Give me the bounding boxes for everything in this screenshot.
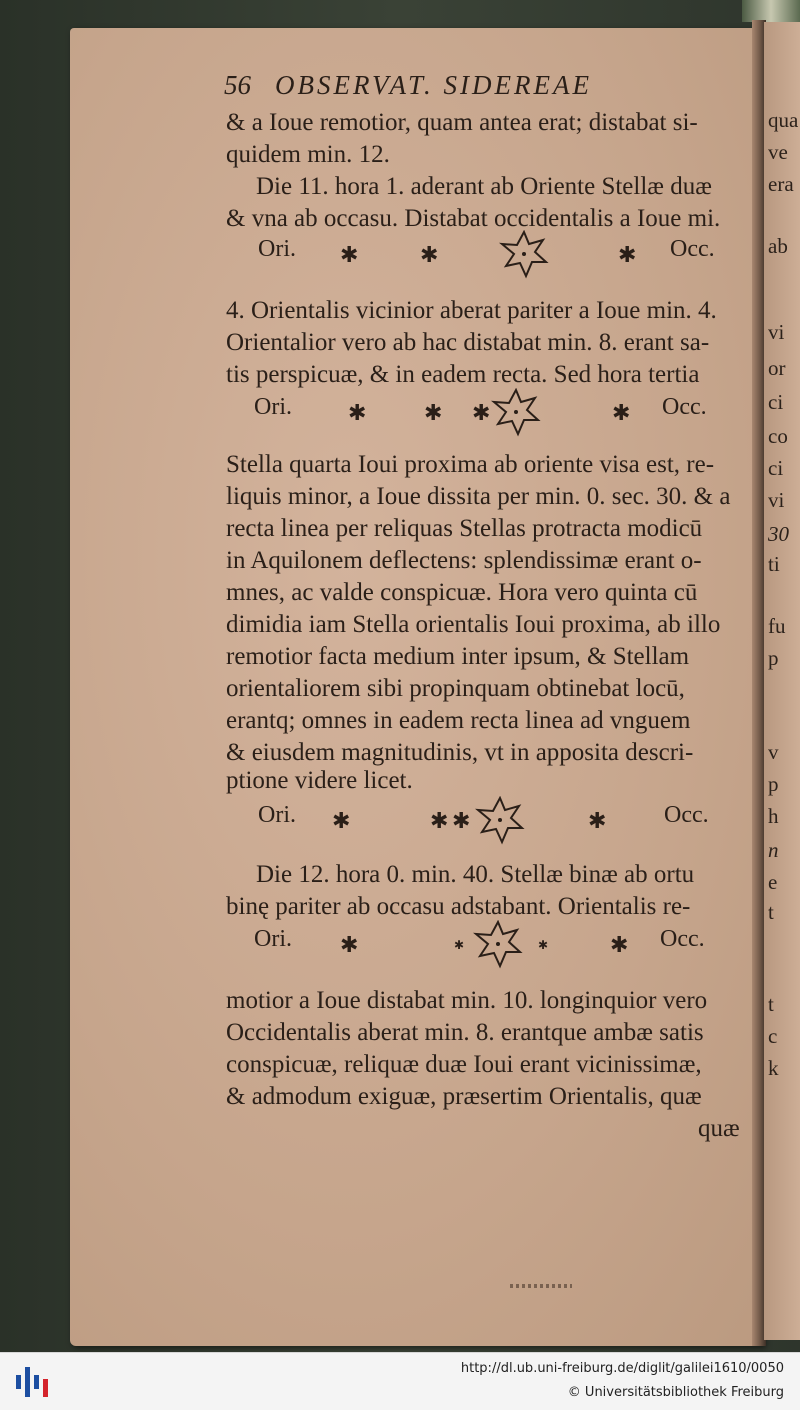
- east-label: Ori.: [254, 394, 292, 420]
- facing-fragment: qua: [768, 108, 799, 132]
- library-stamp: [510, 1284, 572, 1288]
- star-icon: ✱: [348, 400, 367, 425]
- text-line: & admodum exiguæ, præsertim Orientalis, quæ: [226, 1083, 702, 1110]
- text-line: binę pariter ab occasu adstabant. Orientalis re-: [226, 893, 691, 920]
- facing-fragment: p: [768, 646, 779, 670]
- facing-fragment: ci: [768, 456, 784, 480]
- star-icon: ✱: [612, 400, 631, 425]
- library-logo-icon: [12, 1361, 52, 1401]
- facing-fragment: k: [768, 1056, 779, 1080]
- star-icon: ✱: [454, 938, 465, 952]
- text-line: mnes, ac valde conspicuæ. Hora vero quinta cū: [226, 579, 698, 606]
- star-icon: ✱: [430, 808, 449, 833]
- running-head: [224, 70, 694, 101]
- star-icon: ✱: [332, 808, 351, 833]
- text-line: Die 12. hora 0. min. 40. Stellæ binæ ab ortu: [256, 861, 695, 888]
- facing-fragment: vi: [768, 488, 785, 512]
- facing-fragment: c: [768, 1024, 778, 1048]
- text-line: Die 11. hora 1. aderant ab Oriente Stellæ duæ: [256, 173, 712, 200]
- west-label: Occ.: [670, 236, 715, 262]
- star-diagram: [226, 918, 756, 968]
- text-line: 4. Orientalis vicinior aberat pariter a Ioue min. 4.: [226, 297, 717, 324]
- west-label: Occ.: [662, 394, 707, 420]
- star-icon: ✱: [618, 242, 637, 267]
- jupiter-icon: [470, 920, 526, 970]
- text-line: in Aquilonem deflectens: splendissimæ erant o-: [226, 547, 702, 574]
- facing-fragment: vi: [768, 320, 785, 344]
- star-icon: ✱: [420, 242, 439, 267]
- jupiter-icon: [472, 796, 528, 846]
- star-diagram: [226, 386, 756, 436]
- facing-fragment: t: [768, 900, 774, 924]
- facing-fragment: ti: [768, 552, 780, 576]
- text-line: tis perspicuæ, & in eadem recta. Sed hora tertia: [226, 361, 700, 388]
- east-label: Ori.: [254, 926, 292, 952]
- text-line: Stella quarta Ioui proxima ab oriente visa est, re-: [226, 451, 715, 478]
- catchword: quæ: [698, 1115, 740, 1142]
- facing-fragment: h: [768, 804, 779, 828]
- text-line: & vna ab occasu. Distabat occidentalis a Ioue mi.: [226, 205, 721, 232]
- facing-fragment: co: [768, 424, 788, 448]
- text-line: motior a Ioue distabat min. 10. longinquior vero: [226, 987, 708, 1014]
- star-icon: ✱: [610, 932, 629, 957]
- east-label: Ori.: [258, 802, 296, 828]
- star-icon: ✱: [424, 400, 443, 425]
- star-icon: ✱: [588, 808, 607, 833]
- facing-page: [764, 22, 800, 1340]
- facing-fragment: v: [768, 740, 779, 764]
- star-icon: ✱: [452, 808, 471, 833]
- star-icon: ✱: [472, 400, 491, 425]
- page-number: 56: [224, 70, 251, 100]
- running-title: OBSERVAT. SIDEREAE: [275, 70, 592, 100]
- facing-fragment: n: [768, 838, 779, 862]
- text-line: Occidentalis aberat min. 8. erantque ambæ satis: [226, 1019, 704, 1046]
- text-line: ptione videre licet.: [226, 767, 413, 794]
- star-diagram: [226, 228, 756, 278]
- facing-fragment: t: [768, 992, 774, 1016]
- text-line: recta linea per reliquas Stellas protracta modicū: [226, 515, 703, 542]
- star-icon: ✱: [340, 242, 359, 267]
- source-url-link[interactable]: http://dl.ub.uni-freiburg.de/diglit/galilei1610/0050: [460, 1361, 784, 1376]
- facing-fragment: fu: [768, 614, 786, 638]
- facing-fragment: era: [768, 172, 794, 196]
- scan-edge: [742, 0, 800, 22]
- star-icon: ✱: [538, 938, 549, 952]
- star-icon: ✱: [340, 932, 359, 957]
- jupiter-icon: [496, 230, 552, 280]
- text-line: conspicuæ, reliquæ duæ Ioui erant vicinissimæ,: [226, 1051, 702, 1078]
- text-line: & a Ioue remotior, quam antea erat; distabat si-: [226, 109, 698, 136]
- text-line: orientaliorem sibi propinquam obtinebat locū,: [226, 675, 685, 702]
- star-diagram: [226, 794, 756, 844]
- jupiter-icon: [488, 388, 544, 438]
- copyright-text: © Universitätsbibliothek Freiburg: [567, 1385, 784, 1400]
- facing-fragment: ve: [768, 140, 788, 164]
- text-line: & eiusdem magnitudinis, vt in apposita descri-: [226, 739, 694, 766]
- west-label: Occ.: [664, 802, 709, 828]
- text-line: quidem min. 12.: [226, 141, 390, 168]
- east-label: Ori.: [258, 236, 296, 262]
- text-line: remotior facta medium inter ipsum, & Stellam: [226, 643, 690, 670]
- viewer-footer: [0, 1352, 800, 1410]
- facing-fragment: 30: [768, 522, 789, 546]
- facing-fragment: ci: [768, 390, 784, 414]
- facing-fragment: or: [768, 356, 786, 380]
- west-label: Occ.: [660, 926, 705, 952]
- text-line: dimidia iam Stella orientalis Ioui proxima, ab illo: [226, 611, 721, 638]
- text-line: erantq; omnes in eadem recta linea ad vnguem: [226, 707, 691, 734]
- facing-fragment: ab: [768, 234, 788, 258]
- text-line: Orientalior vero ab hac distabat min. 8. erant sa-: [226, 329, 710, 356]
- text-line: liquis minor, a Ioue dissita per min. 0. sec. 30. & a: [226, 483, 731, 510]
- facing-fragment: e: [768, 870, 778, 894]
- facing-fragment: p: [768, 772, 779, 796]
